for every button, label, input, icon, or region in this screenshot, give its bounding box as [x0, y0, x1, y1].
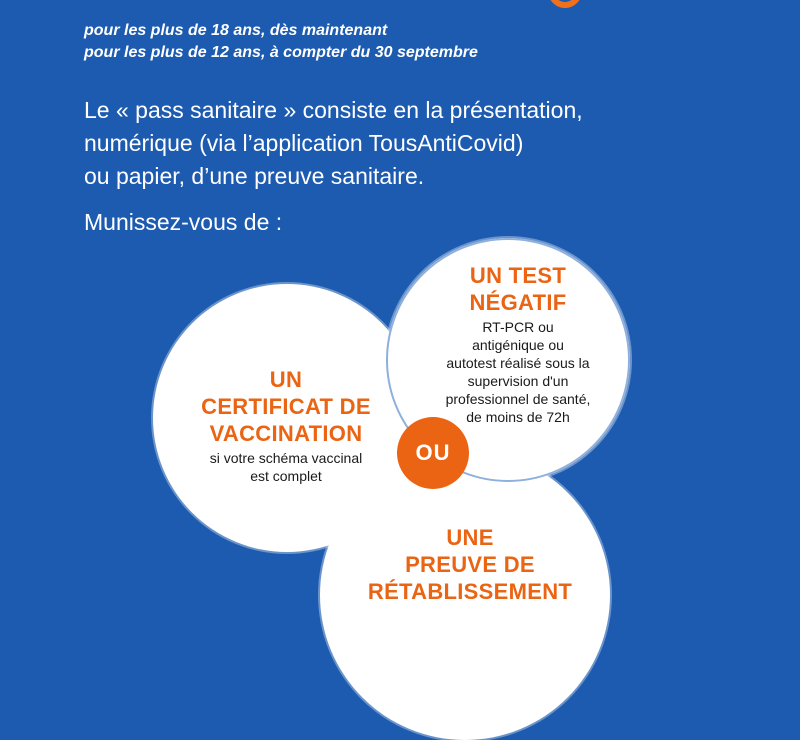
test-title-1: UN TEST — [469, 263, 567, 288]
intro-paragraph — [84, 94, 764, 193]
test-desc-6: de moins de 72h — [466, 409, 570, 425]
munissez-heading: Munissez-vous de : — [84, 209, 283, 235]
or-separator-badge: OU — [397, 417, 469, 489]
test-desc-5: professionnel de santé, — [445, 391, 591, 407]
test-desc-3: autotest réalisé sous la — [446, 355, 590, 371]
test-desc-2: antigénique ou — [472, 337, 564, 353]
intro-line-1: Le « pass sanitaire » consiste en la présentation, — [84, 97, 583, 123]
vaccination-title-3: VACCINATION — [209, 421, 363, 446]
recovery-title-2: PREUVE DE — [405, 552, 535, 577]
vaccination-text — [166, 366, 406, 485]
eligibility-12: pour les plus de 12 ans, à compter du 30 septembre — [84, 44, 478, 61]
test-title-2: NÉGATIF — [469, 290, 567, 315]
recovery-title-3: RÉTABLISSEMENT — [367, 579, 573, 604]
test-desc-1: RT-PCR ou — [482, 319, 554, 335]
vaccination-title-2: CERTIFICAT DE — [201, 394, 371, 419]
vaccination-desc-1: si votre schéma vaccinal — [209, 450, 363, 466]
decorative-arc — [548, 0, 582, 8]
intro-line-3: ou papier, d’une preuve sanitaire. — [84, 163, 425, 189]
eligibility-18: pour les plus de 18 ans, dès maintenant — [84, 22, 388, 39]
test-desc-4: supervision d'un — [467, 373, 569, 389]
test-text — [418, 262, 618, 426]
recovery-text — [360, 524, 580, 605]
eligibility-lines — [84, 20, 478, 64]
recovery-title-1: UNE — [446, 525, 494, 550]
vaccination-title-1: UN — [269, 367, 303, 392]
intro-line-2: numérique (via l’application TousAntiCovid) — [84, 130, 524, 156]
vaccination-desc-2: est complet — [250, 468, 322, 484]
